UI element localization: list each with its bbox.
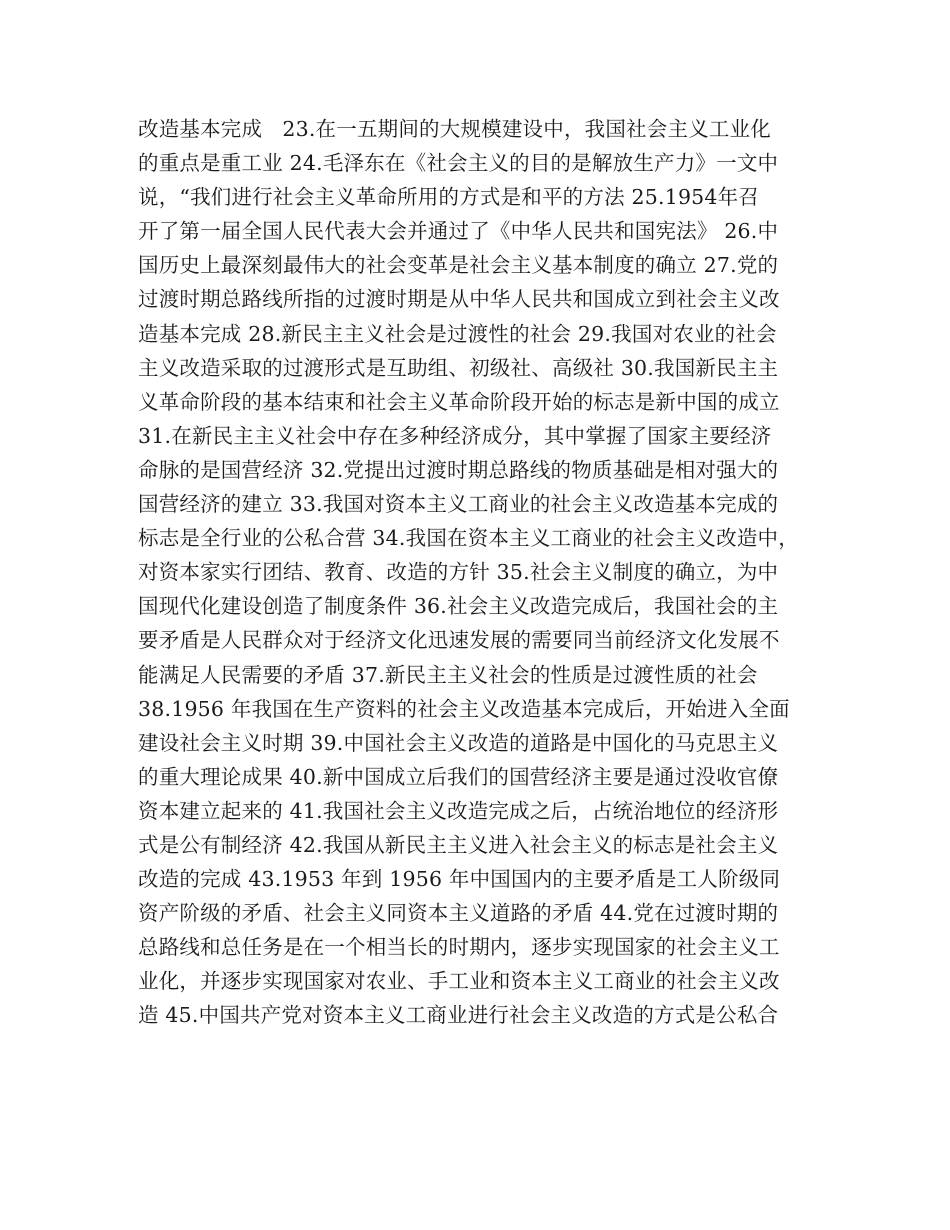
text-line: 的重大理论成果 40.新中国成立后我们的国营经济主要是通过没收官僚 <box>138 764 779 789</box>
text-line: 业化，并逐步实现国家对农业、手工业和资本主义工商业的社会主义改 <box>138 969 780 994</box>
text-line: 国历史上最深刻最伟大的社会变革是社会主义基本制度的确立 27.党的 <box>138 253 779 278</box>
text-line: 改造的完成 43.1953 年到 1956 年中国国内的主要矛盾是工人阶级同 <box>138 867 781 892</box>
text-line: 对资本家实行团结、教育、改造的方针 35.社会主义制度的确立，为中 <box>138 560 779 585</box>
text-line: 总路线和总任务是在一个相当长的时期内，逐步实现国家的社会主义工 <box>138 935 780 960</box>
text-line: 资产阶级的矛盾、社会主义同资本主义道路的矛盾 44.党在过渡时期的 <box>138 901 779 926</box>
text-line: 造基本完成 28.新民主主义社会是过渡性的社会 29.我国对农业的社会 <box>138 321 777 346</box>
text-line: 的重点是重工业 24.毛泽东在《社会主义的目的是解放生产力》一文中 <box>138 151 779 176</box>
text-line: 造 45.中国共产党对资本主义工商业进行社会主义改造的方式是公私合 <box>138 1003 779 1028</box>
text-line: 开了第一届全国人民代表大会并通过了《中华人民共和国宪法》 26.中 <box>138 219 779 244</box>
text-line: 式是公有制经济 42.我国从新民主主义进入社会主义的标志是社会主义 <box>138 832 779 857</box>
text-line: 标志是全行业的公私合营 34.我国在资本主义工商业的社会主义改造中， <box>138 526 799 551</box>
text-line: 38.1956 年我国在生产资料的社会主义改造基本完成后，开始进入全面 <box>138 696 790 721</box>
text-line: 改造基本完成 23.在一五期间的大规模建设中，我国社会主义工业化 <box>138 117 771 141</box>
document-text <box>138 112 814 1033</box>
text-line: 过渡时期总路线所指的过渡时期是从中华人民共和国成立到社会主义改 <box>138 287 780 312</box>
text-line: 资本建立起来的 41.我国社会主义改造完成之后，占统治地位的经济形 <box>138 798 779 823</box>
text-line: 义革命阶段的基本结束和社会主义革命阶段开始的标志是新中国的成立 <box>138 389 780 414</box>
text-line: 说，“我们进行社会主义革命所用的方式是和平的方法 25.1954年召 <box>138 185 760 210</box>
text-line: 命脉的是国营经济 32.党提出过渡时期总路线的物质基础是相对强大的 <box>138 457 779 482</box>
text-line: 国现代化建设创造了制度条件 36.社会主义改造完成后，我国社会的主 <box>138 594 779 619</box>
text-line: 31.在新民主主义社会中存在多种经济成分，其中掌握了国家主要经济 <box>138 423 772 448</box>
text-line: 国营经济的建立 33.我国对资本主义工商业的社会主义改造基本完成的 <box>138 492 779 517</box>
text-line: 主义改造采取的过渡形式是互助组、初级社、高级社 30.我国新民主主 <box>138 355 779 380</box>
text-line: 要矛盾是人民群众对于经济文化迅速发展的需要同当前经济文化发展不 <box>138 628 780 653</box>
text-line: 建设社会主义时期 39.中国社会主义改造的道路是中国化的马克思主义 <box>138 730 779 755</box>
text-line: 能满足人民需要的矛盾 37.新民主主义社会的性质是过渡性质的社会 <box>138 662 758 687</box>
